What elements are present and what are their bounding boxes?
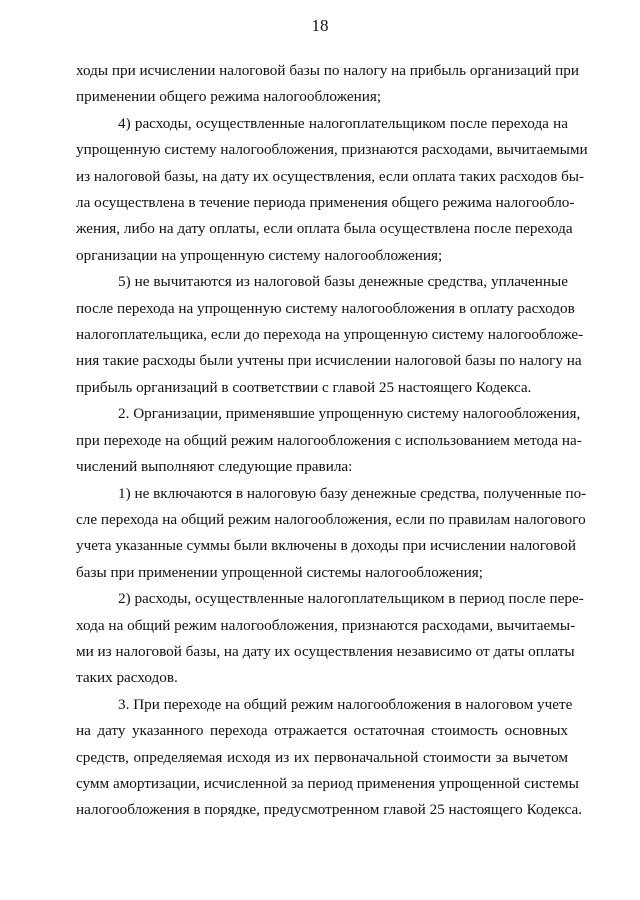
text-line: сумм амортизации, исчисленной за период применения упрощенной системы: [76, 774, 579, 792]
text-line: из налоговой базы, на дату их осуществления, если оплата таких расходов бы-: [76, 167, 585, 185]
text-line: применении общего режима налогообложения;: [76, 88, 382, 106]
text-line: ла осуществлена в течение периода применения общего режима налогообло-: [76, 194, 575, 212]
text-line: базы при применении упрощенной системы налогообложения;: [76, 563, 483, 581]
text-line: жения, либо на дату оплаты, если оплата была осуществлена после перехода: [76, 220, 573, 238]
paragraph-item-2: [76, 586, 584, 692]
text-line: прибыль организаций в соответствии с главой 25 настоящего Кодекса.: [76, 378, 532, 396]
text-line: 1) не включаются в налоговую базу денежные средства, полученные по-: [118, 484, 587, 502]
text-line: 3. При переходе на общий режим налогообложения в налоговом учете: [118, 695, 573, 713]
paragraph-item-4: [76, 111, 588, 269]
text-line: при переходе на общий режим налогообложения с использованием метода на-: [76, 431, 582, 449]
text-line: после перехода на упрощенную систему налогообложения в оплату расходов: [76, 299, 575, 317]
text-line: средств, определяемая исходя из их первоначальной стоимости за вычетом: [76, 748, 568, 766]
text-line: хода на общий режим налогообложения, признаются расходами, вычитаемы-: [76, 616, 576, 634]
document-body: [76, 58, 588, 824]
paragraph-section-3: [76, 692, 583, 824]
text-line: организации на упрощенную систему налогообложения;: [76, 246, 443, 264]
paragraph-continuation: [76, 58, 580, 111]
text-line: 2) расходы, осуществленные налогоплательщиком в период после пере-: [118, 590, 584, 608]
paragraph-section-2: [76, 401, 582, 480]
text-line: сле перехода на общий режим налогообложения, если по правилам налогового: [76, 510, 586, 528]
text-line: учета указанные суммы были включены в доходы при исчислении налоговой: [76, 537, 576, 555]
text-line: 5) не вычитаются из налоговой базы денежные средства, уплаченные: [118, 273, 568, 291]
text-line: 2. Организации, применявшие упрощенную систему налогообложения,: [118, 405, 581, 423]
text-line: ния такие расходы были учтены при исчислении налоговой базы по налогу на: [76, 352, 582, 370]
paragraph-item-1: [76, 481, 587, 587]
text-line: налогообложения в порядке, предусмотренном главой 25 настоящего Кодекса.: [76, 801, 583, 819]
text-line: на дату указанного перехода отражается остаточная стоимость основных: [76, 722, 568, 740]
text-line: ми из налоговой базы, на дату их осуществления независимо от даты оплаты: [76, 642, 575, 660]
text-line: 4) расходы, осуществленные налогоплательщиком после перехода на: [118, 114, 568, 132]
text-line: ходы при исчислении налоговой базы по налогу на прибыль организаций при: [76, 62, 580, 79]
text-line: упрощенную систему налогообложения, признаются расходами, вычитаемыми: [76, 141, 588, 159]
text-line: числений выполняют следующие правила:: [76, 458, 353, 476]
paragraph-item-5: [76, 269, 584, 401]
text-line: налогоплательщика, если до перехода на упрощенную систему налогообложе-: [76, 326, 584, 344]
page-number: 18: [311, 16, 329, 35]
text-line: таких расходов.: [76, 669, 178, 687]
